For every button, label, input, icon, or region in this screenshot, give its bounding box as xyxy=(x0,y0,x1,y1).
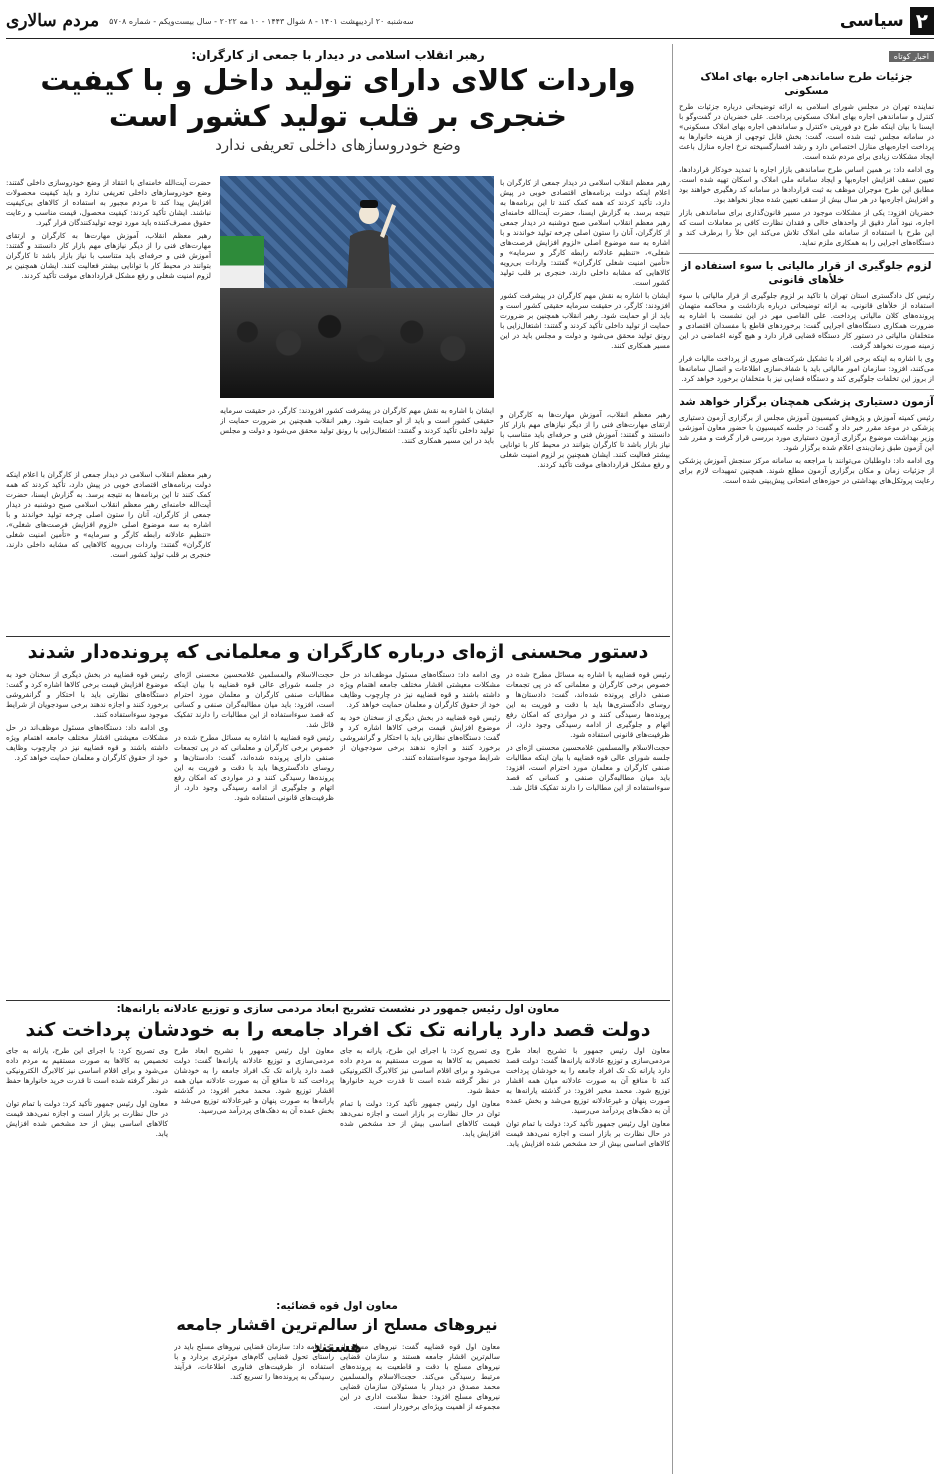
lead-paragraph: رهبر معظم انقلاب اسلامی در دیدار جمعی از کارگران با اعلام اینکه دولت برنامه‌های اقتصادی خوبی در پیش دارد، تأکید کردند که همه کمک کنند تا این برنامه‌ها به نتیجه برسد. به گزارش ایسنا، حضرت آیت‌الله خامنه‌ای رهبر معظم انقلاب اسلامی صبح دوشنبه در دیدار جمعی از کارگران، آنان را ستون اصلی چرخه تولید خواندند و با اشاره به سه موضوع اصلی «لزوم افزایش فرصت‌های شغلی»، «تنظیم عادلانه رابطه کارگر و سرمایه» و «تأمین امنیت شغلی کارگران» گفتند: واردات بی‌رویه کالاهایی که مشابه داخلی دارند، خنجری بر قلب تولید کشور است. xyxy=(500,178,670,287)
section-label xyxy=(840,7,934,35)
brief-paragraph: وی ادامه داد: داوطلبان می‌توانند با مراجعه به سامانه مرکز سنجش آموزش پزشکی از جزئیات زمان و مکان برگزاری آزمون مطلع شوند. همچنین تمهیدات لازم برای رعایت پروتکل‌های بهداشتی در حوزه‌های امتحانی پیش‌بینی شده است. xyxy=(679,456,934,485)
article3-paragraph: معاون اول رئیس جمهور تأکید کرد: دولت با تمام توان در حال نظارت بر بازار است و اجازه نمی‌دهد قیمت کالاهای اساسی بیش از حد مشخص شده افزایش یابد. xyxy=(340,1099,500,1138)
lead-column-right-lower xyxy=(500,410,670,630)
section-divider xyxy=(6,1000,670,1001)
divider xyxy=(679,389,934,390)
lead-paragraph: حضرت آیت‌الله خامنه‌ای با انتقاد از وضع خودروسازی داخلی گفتند: وضع خودروسازهای داخلی تعریفی ندارد و باید کیفیت محصولات افزایش پیدا کند تا مردم مجبور به استفاده از کالاهای بی‌کیفیت نباشند. ایشان تأکید کردند: کیفیت محصول، قیمت مناسب و رعایت حقوق مصرف‌کننده باید مورد توجه تولیدکنندگان قرار گیرد. xyxy=(6,178,211,227)
article3-headline: دولت قصد دارد یارانه تک تک افراد جامعه را به خودشان پرداخت کند xyxy=(25,1019,651,1041)
lead-paragraph: رهبر معظم انقلاب، آموزش مهارت‌ها به کارگران و ارتقای مهارت‌های فنی را از دیگر نیازهای مهم بازار کار دانستند و گفتند: آموزش فنی و حرفه‌ای باید متناسب با نیاز بازار باشد تا کارگران بتوانند در محیط کار با توانایی بیشتر فعالیت کنند. ایشان همچنین بر لزوم امنیت شغلی و رفع مشکل قراردادهای موقت تأکید کردند. xyxy=(6,231,211,280)
lead-kicker: رهبر انقلاب اسلامی در دیدار با جمعی از کارگران: xyxy=(191,48,485,62)
article2-column-1 xyxy=(506,670,670,995)
article3-kicker: معاون اول رئیس جمهور در نشست تشریح ابعاد مردمی سازی و توزیع عادلانه یارانه‌ها: xyxy=(116,1003,560,1015)
masthead xyxy=(6,4,934,39)
article4-headline: نیروهای مسلح از سالم‌ترین اقشار جامعه هستند xyxy=(176,1315,498,1356)
article2-paragraph: رئیس قوه قضاییه در بخش دیگری از سخنان خود به موضوع افزایش قیمت برخی کالاها اشاره کرد و گفت: دستگاه‌های نظارتی باید با احتکار و گرانفروشی برخورد کنند و اجازه ندهند برخی سودجویان از شرایط موجود سوءاستفاده کنند. xyxy=(340,713,500,762)
lead-column-left-lower xyxy=(6,470,211,630)
article3-column-3 xyxy=(174,1046,334,1292)
lead-column-center xyxy=(220,406,494,630)
page-number: ۲ xyxy=(910,7,934,35)
article3-paragraph: معاون اول رئیس جمهور با تشریح ابعاد طرح مردمی‌سازی و توزیع عادلانه یارانه‌ها گفت: دولت قصد دارد یارانه تک تک افراد جامعه را به خودشان پرداخت کند تا منافع آن به صورت عادلانه میان همه اقشار توزیع شود. محمد مخبر افزود: در گذشته یارانه‌ها به صورت پنهان و غیرعادلانه توزیع می‌شد و بخش عمده آن به دهک‌های پردرآمد می‌رسید. xyxy=(174,1046,334,1115)
article2-paragraph: حجت‌الاسلام والمسلمین غلامحسین محسنی اژه‌ای در جلسه شورای عالی قوه قضاییه با بیان اینکه مطالبات صنفی کارگران و معلمان مورد احترام است، افزود: باید میان مطالبه‌گران صنفی و کسانی که قصد سوءاستفاده از این مطالبات را دارند تفکیک قائل شد. xyxy=(506,743,670,792)
article2-column-3 xyxy=(174,670,334,995)
leader-meeting-photo xyxy=(220,176,494,398)
article4-kicker: معاون اول قوه قضائیه: xyxy=(276,1300,398,1312)
lead-paragraph: ایشان با اشاره به نقش مهم کارگران در پیشرفت کشور افزودند: کارگر، در حقیقت سرمایه حقیقی کشور است و باید از او حمایت شود. رهبر انقلاب همچنین بر ضرورت حمایت از تولید داخلی تأکید کردند و گفتند: اشتغال‌زایی با رونق تولید محقق می‌شود و دولت و مجلس باید در این مسیر همکاری کنند. xyxy=(220,406,494,445)
article2-paragraph: وی ادامه داد: دستگاه‌های مسئول موظف‌اند در حل مشکلات معیشتی اقشار مختلف جامعه اهتمام ویژه داشته باشند و قوه قضاییه نیز در چارچوب وظایف خود از حقوق کارگران و معلمان حمایت خواهد کرد. xyxy=(6,723,168,762)
lead-paragraph: رهبر معظم انقلاب، آموزش مهارت‌ها به کارگران و ارتقای مهارت‌های فنی را از دیگر نیازهای مهم بازار کار دانستند و گفتند: آموزش فنی و حرفه‌ای باید متناسب با نیاز بازار باشد تا کارگران بتوانند در محیط کار با توانایی بیشتر فعالیت کنند. ایشان همچنین بر لزوم امنیت شغلی و رفع مشکل قراردادهای موقت تأکید کردند. xyxy=(500,410,670,469)
lead-paragraph: رهبر معظم انقلاب اسلامی در دیدار جمعی از کارگران با اعلام اینکه دولت برنامه‌های اقتصادی خوبی در پیش دارد، تأکید کردند که همه کمک کنند تا این برنامه‌ها به نتیجه برسد. به گزارش ایسنا، حضرت آیت‌الله خامنه‌ای رهبر معظم انقلاب اسلامی صبح دوشنبه در دیدار جمعی از کارگران، آنان را ستون اصلی چرخه تولید خواندند و با اشاره به سه موضوع اصلی «لزوم افزایش فرصت‌های شغلی»، «تنظیم عادلانه رابطه کارگر و سرمایه» و «تأمین امنیت شغلی کارگران» گفتند: واردات بی‌رویه کالاهایی که مشابه داخلی دارند، خنجری بر قلب تولید کشور است. xyxy=(6,470,211,559)
article3-paragraph: معاون اول رئیس جمهور تأکید کرد: دولت با تمام توان در حال نظارت بر بازار است و اجازه نمی‌دهد قیمت کالاهای اساسی بیش از حد مشخص شده افزایش یابد. xyxy=(6,1099,168,1138)
article4-column-2 xyxy=(174,1342,334,1472)
article3-paragraph: وی تصریح کرد: با اجرای این طرح، یارانه به جای تخصیص به کالاها به صورت مستقیم به مردم داده می‌شود و برای اقلام اساسی نیز کالابرگ الکترونیکی در نظر گرفته شده است تا قدرت خرید خانوارها حفظ شود. xyxy=(6,1046,168,1095)
article3-column-2 xyxy=(340,1046,500,1292)
article3-column-4 xyxy=(6,1046,168,1474)
article2-paragraph: رئیس قوه قضاییه با اشاره به مسائل مطرح شده در خصوص برخی کارگران و معلمانی که در پی تجمعات صنفی دارای پرونده شده‌اند، گفت: دادستان‌ها و روسای دادگستری‌ها باید با دقت و فوریت به این پرونده‌ها رسیدگی کنند و در مواردی که امکان رفع اتهام و جلوگیری از ادامه رسیدگی وجود دارد، از ظرفیت‌های قانونی استفاده شود. xyxy=(506,670,670,739)
lead-headline-line-1: واردات کالای دارای تولید داخل و با کیفیت xyxy=(40,63,636,97)
article2-column-4 xyxy=(6,670,168,995)
article2-paragraph: رئیس قوه قضاییه در بخش دیگری از سخنان خود به موضوع افزایش قیمت برخی کالاها اشاره کرد و گفت: دستگاه‌های نظارتی باید با احتکار و گرانفروشی برخورد کنند و اجازه ندهند برخی سودجویان از شرایط موجود سوءاستفاده کنند. xyxy=(6,670,168,719)
briefs-badge: اخبار کوتاه xyxy=(889,51,934,62)
article3-column-1 xyxy=(506,1046,670,1474)
article4-column-1 xyxy=(340,1342,500,1472)
newspaper-logo: مردم سالاری xyxy=(6,11,100,31)
brief-paragraph: وی ادامه داد: بر همین اساس طرح ساماندهی بازار اجاره با تمدید خودکار قراردادها، تعیین سقف افزایش اجاره‌بها و ایجاد سامانه ملی املاک و اسکان تهیه شده است. مطابق این طرح موجران موظف به ثبت قراردادها در سامانه کد رهگیری خواهند بود و افزایش اجاره‌بها در هر سال بیش از سقف تعیین شده مجاز نخواهد بود. xyxy=(679,165,934,204)
lead-paragraph: ایشان با اشاره به نقش مهم کارگران در پیشرفت کشور افزودند: کارگر، در حقیقت سرمایه حقیقی کشور است و باید از او حمایت شود. رهبر انقلاب همچنین بر ضرورت حمایت از تولید داخلی تأکید کردند و گفتند: اشتغال‌زایی با رونق تولید محقق می‌شود و دولت و مجلس باید در این مسیر همکاری کنند. xyxy=(500,291,670,350)
divider xyxy=(679,253,934,254)
article3-paragraph: معاون اول رئیس جمهور با تشریح ابعاد طرح مردمی‌سازی و توزیع عادلانه یارانه‌ها گفت: دولت قصد دارد یارانه تک تک افراد جامعه را به خودشان پرداخت کند تا منافع آن به صورت عادلانه میان همه اقشار توزیع شود. محمد مخبر افزود: در گذشته یارانه‌ها به صورت پنهان و غیرعادلانه توزیع می‌شد و بخش عمده آن به دهک‌های پردرآمد می‌رسید. xyxy=(506,1046,670,1115)
brief-headline-rent: جزئیات طرح ساماندهی اجاره بهای املاک مسکونی xyxy=(700,71,913,97)
article2-column-2 xyxy=(340,670,500,995)
lead-story-header xyxy=(6,44,670,154)
brief-paragraph: نماینده تهران در مجلس شورای اسلامی به ارائه توضیحاتی درباره جزئیات طرح کنترل و ساماندهی اجاره بهای املاک مسکونی پرداخت. علی خضریان در گفت‌وگو با ایسنا با بیان اینکه طرح دو فوریتی «کنترل و ساماندهی اجاره بهای املاک مسکونی» در سامانه مجلس ثبت شده است، گفت: بخش قابل توجهی از هزینه خانوارها به پرداخت اجاره‌بهای منازل اختصاص دارد و رشد افسارگسیخته نرخ اجاره منازل باعث ایجاد مشکلات زیادی برای مردم شده است. xyxy=(679,102,934,161)
brief-headline-exam: آزمون دستیاری پزشکی همچنان برگزار خواهد شد xyxy=(679,396,934,408)
article3-paragraph: وی تصریح کرد: با اجرای این طرح، یارانه به جای تخصیص به کالاها به صورت مستقیم به مردم داده می‌شود و برای اقلام اساسی نیز کالابرگ الکترونیکی در نظر گرفته شده است تا قدرت خرید خانوارها حفظ شود. xyxy=(340,1046,500,1095)
article4-paragraph: وی ادامه داد: سازمان قضایی نیروهای مسلح باید در راستای تحول قضایی گام‌های موثرتری بردارد و با استفاده از ظرفیت‌های فناوری اطلاعات، فرآیند رسیدگی به پرونده‌ها را تسریع کند. xyxy=(174,1342,334,1381)
section-name: سیاسی xyxy=(839,11,904,31)
brief-paragraph: خضریان افزود: یکی از مشکلات موجود در مسیر قانون‌گذاری برای ساماندهی بازار اجاره، نبود آمار دقیق از واحدهای خالی و فقدان نظارت کافی بر معاملات است که این طرح با استفاده از سامانه ملی املاک تلاش می‌کند این خلأ را برطرف کند و دستگاه‌های اجرایی را به همکاری ملزم نماید. xyxy=(679,208,934,247)
article2-paragraph: رئیس قوه قضاییه با اشاره به مسائل مطرح شده در خصوص برخی کارگران و معلمانی که در پی تجمعات صنفی دارای پرونده شده‌اند، گفت: دادستان‌ها و روسای دادگستری‌ها باید با دقت و فوریت به این پرونده‌ها رسیدگی کنند و در مواردی که امکان رفع اتهام و جلوگیری از ادامه رسیدگی وجود دارد، از ظرفیت‌های قانونی استفاده شود. xyxy=(174,733,334,802)
article2-paragraph: حجت‌الاسلام والمسلمین غلامحسین محسنی اژه‌ای در جلسه شورای عالی قوه قضاییه با بیان اینکه مطالبات صنفی کارگران و معلمان مورد احترام است، افزود: باید میان مطالبه‌گران صنفی و کسانی که قصد سوءاستفاده از این مطالبات را دارند تفکیک قائل شد. xyxy=(174,670,334,729)
brief-paragraph: رئیس کمیته آموزش و پژوهش کمیسیون آموزش مجلس از برگزاری آزمون دستیاری پزشکی در موعد مقرر خبر داد و گفت: در جلسه کمیسیون با حضور معاون آموزشی وزیر بهداشت موضوع برگزاری آزمون دستیاری مورد بررسی قرار گرفت و مقرر شد این آزمون طبق زمان‌بندی اعلام شده برگزار شود. xyxy=(679,413,934,452)
brief-headline-tax: لزوم جلوگیری از قرار مالیاتی با سوء استفاده از خلأهای قانونی xyxy=(681,260,932,286)
brief-paragraph: رئیس کل دادگستری استان تهران با تاکید بر لزوم جلوگیری از فرار مالیاتی با سوء استفاده از خلأهای قانونی، به ارائه توضیحاتی درباره بازداشت و محاکمه متهمان پرونده‌های کلان مالیاتی پرداخت. علی القاصی مهر در این نشست با اشاره به ضرورت همکاری دستگاه‌های اجرایی گفت: برخوردهای قاطع با مفسدان اقتصادی و متخلفان مالیاتی در دستور کار دستگاه قضایی قرار دارد و هیچ گونه اغماضی در این زمینه صورت نخواهد گرفت. xyxy=(679,291,934,350)
article2-paragraph: وی ادامه داد: دستگاه‌های مسئول موظف‌اند در حل مشکلات معیشتی اقشار مختلف جامعه اهتمام ویژه داشته باشند و قوه قضاییه نیز در چارچوب وظایف خود از حقوق کارگران و معلمان حمایت خواهد کرد. xyxy=(340,670,500,709)
brief-paragraph: وی با اشاره به اینکه برخی افراد با تشکیل شرکت‌های صوری از پرداخت مالیات فرار می‌کنند، افزود: سازمان امور مالیاتی باید با شفاف‌سازی اطلاعات و اتصال سامانه‌ها از بروز این تخلفات جلوگیری کند و دستگاه قضایی نیز با متخلفان برخورد خواهد کرد. xyxy=(679,354,934,383)
lead-headline-line-2: خنجری بر قلب تولید کشور است xyxy=(108,99,568,133)
news-briefs-sidebar xyxy=(672,44,934,1474)
article4-paragraph: معاون اول قوه قضاییه گفت: نیروهای مسلح از سالم‌ترین اقشار جامعه هستند و سازمان قضایی نیروهای مسلح با دقت و قاطعیت به پرونده‌های مرتبط رسیدگی می‌کند. حجت‌الاسلام والمسلمین محمد مصدق در دیدار با مسئولان سازمان قضایی نیروهای مسلح افزود: حفظ سلامت اداری در این مجموعه از اهمیت ویژه‌ای برخوردار است. xyxy=(340,1342,500,1411)
article2-headline: دستور محسنی اژه‌ای درباره کارگران و معلمانی که پرونده‌دار شدند xyxy=(27,641,649,663)
section-divider xyxy=(6,636,670,637)
lead-deck: وضع خودروسازهای داخلی تعریفی ندارد xyxy=(215,136,461,154)
dateline: سه‌شنبه ۲۰ اردیبهشت ۱۴۰۱ - ۸ شوال ۱۴۴۳ - ۱۰ مه ۲۰۲۲ - سال بیست‌ویکم - شماره ۵۷۰۸ xyxy=(109,16,414,26)
article3-paragraph: معاون اول رئیس جمهور تأکید کرد: دولت با تمام توان در حال نظارت بر بازار است و اجازه نمی‌دهد قیمت کالاهای اساسی بیش از حد مشخص شده افزایش یابد. xyxy=(506,1119,670,1148)
crowd-image xyxy=(220,288,494,398)
